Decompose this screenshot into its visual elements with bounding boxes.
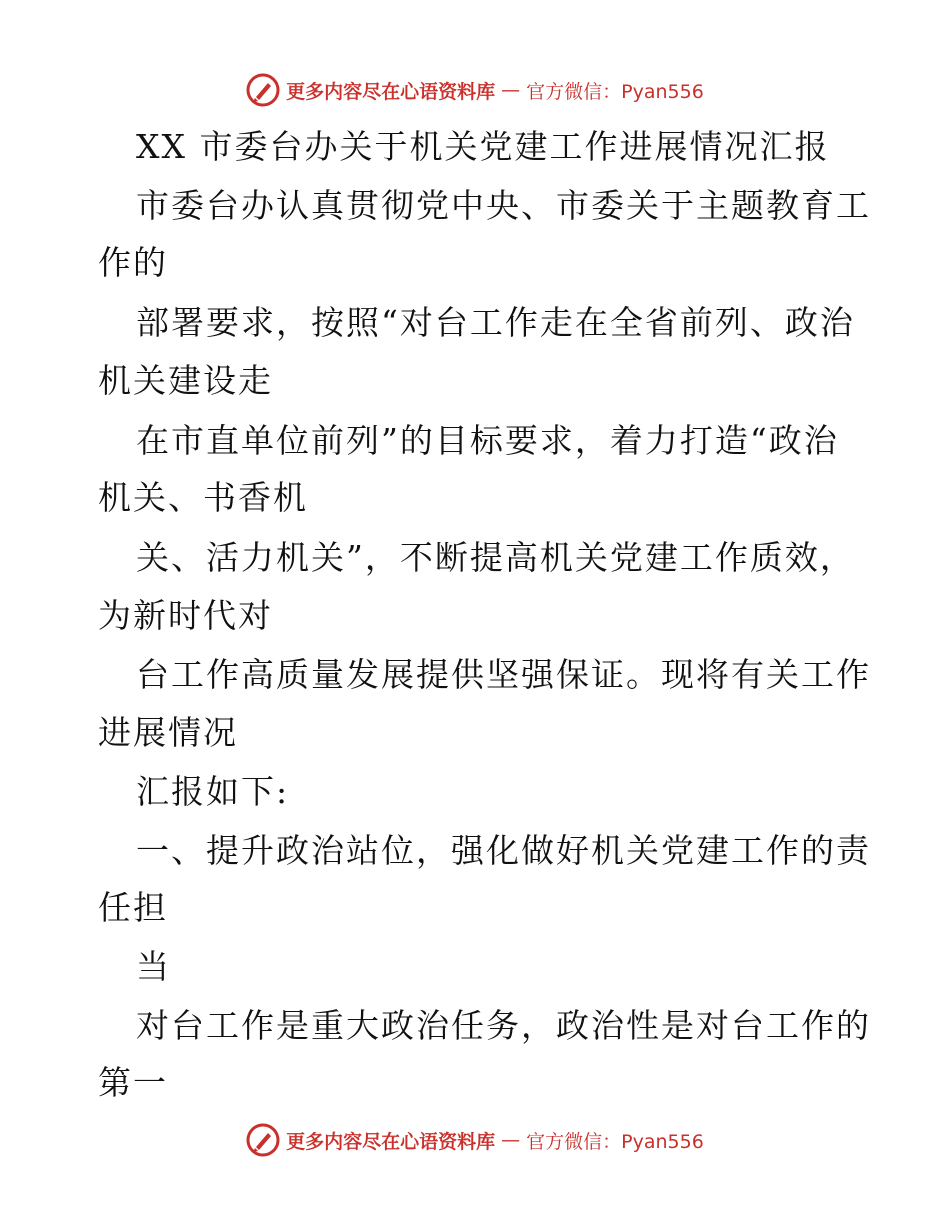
paragraph-line: 机关、书香机 [98, 478, 308, 517]
paragraph-line: 对台工作是重大政治任务，政治性是对台工作的 [136, 1006, 871, 1045]
paragraph-line: 在市直单位前列”的目标要求，着力打造“政治 [136, 421, 839, 460]
watermark-contact: 官方微信：Pyan556 [526, 1130, 704, 1153]
paragraph-line: 关、活力机关”，不断提高机关党建工作质效， [136, 538, 855, 577]
paragraph-line: 为新时代对 [98, 596, 273, 635]
watermark-brand: 更多内容尽在心语资料库 [286, 1130, 496, 1153]
paragraph-line: 部署要求，按照“对台工作走在全省前列、政治 [136, 303, 855, 342]
paragraph-line: 第一 [98, 1063, 168, 1102]
paragraph-line: 市委台办认真贯彻党中央、市委关于主题教育工 [136, 186, 871, 225]
paragraph-line: 台工作高质量发展提供坚强保证。现将有关工作 [136, 655, 871, 694]
section-heading-line: 任担 [98, 888, 168, 927]
section-heading-line: 一、提升政治站位，强化做好机关党建工作的责 [136, 831, 871, 870]
watermark-separator: — [501, 79, 521, 101]
paragraph-line: 作的 [98, 243, 168, 282]
document-title: XX 市委台办关于机关党建工作进展情况汇报 [136, 127, 830, 166]
paragraph-line: 汇报如下: [136, 772, 290, 811]
paragraph-line: 进展情况 [98, 713, 238, 752]
section-heading-line: 当 [136, 947, 171, 986]
watermark-footer [0, 1120, 950, 1160]
watermark-contact: 官方微信：Pyan556 [526, 80, 704, 103]
watermark-separator: — [501, 1129, 521, 1151]
paragraph-line: 机关建设走 [98, 361, 273, 400]
watermark-brand: 更多内容尽在心语资料库 [286, 80, 496, 103]
pen-nib-logo-icon [246, 1123, 280, 1157]
